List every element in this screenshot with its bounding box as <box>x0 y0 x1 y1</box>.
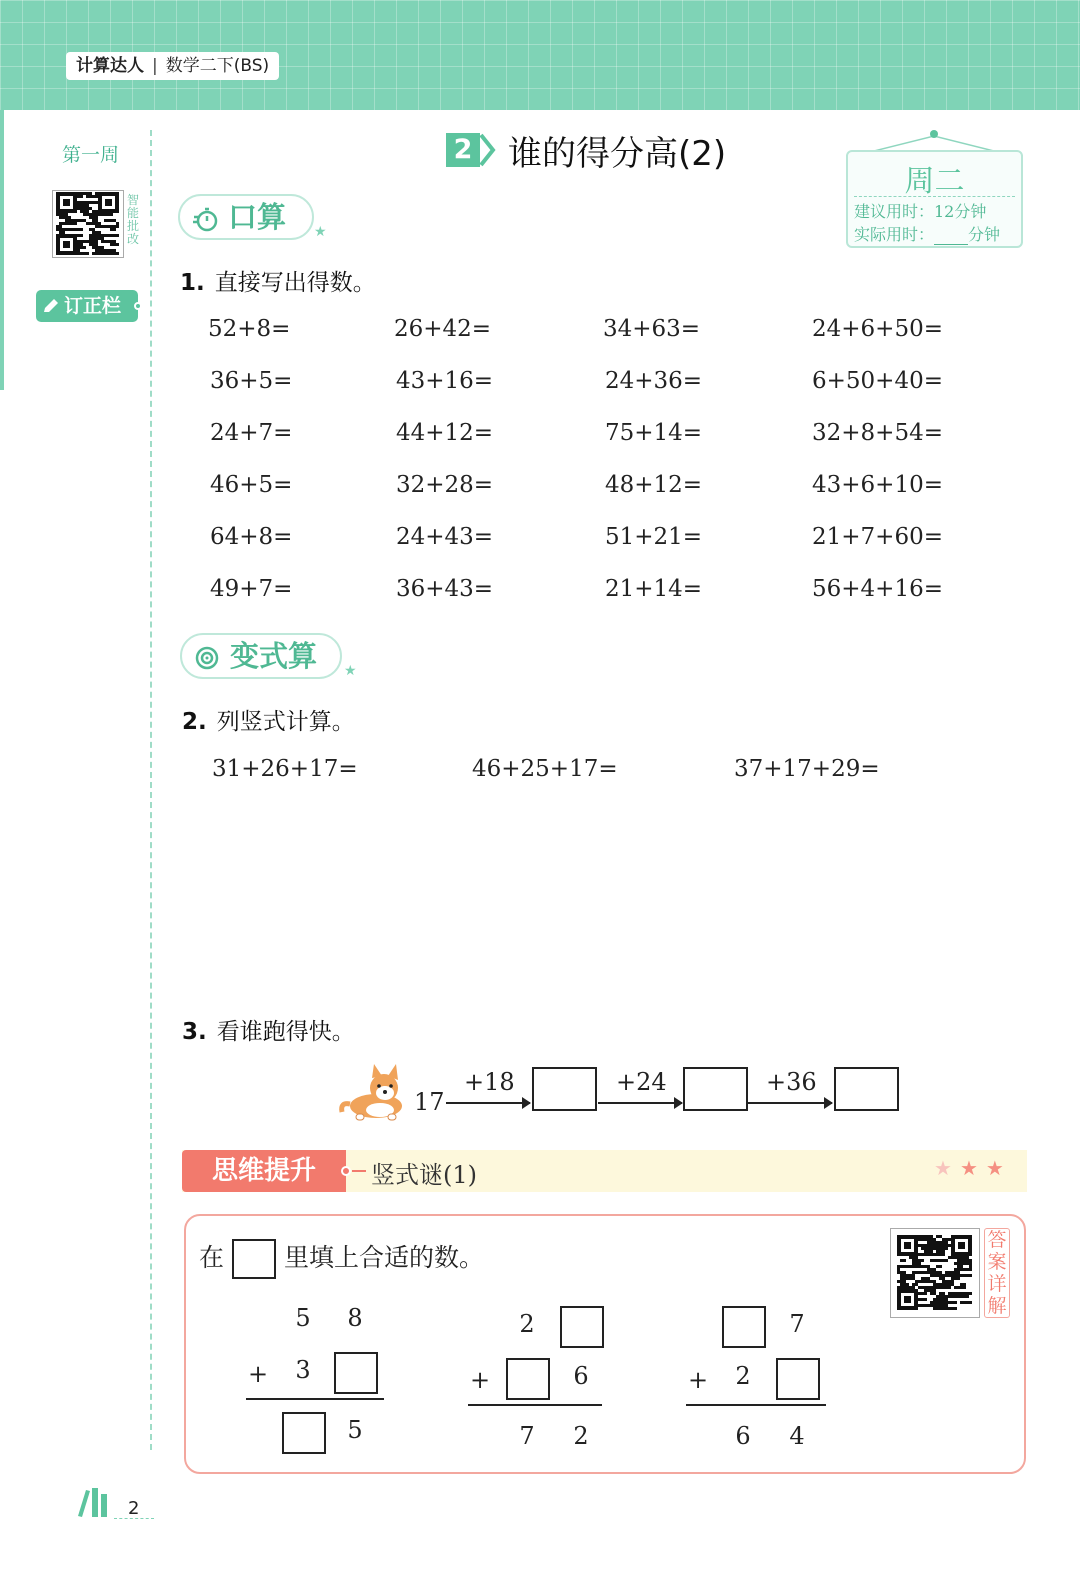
qr-module <box>969 1274 972 1277</box>
chain-start-value: 17 <box>414 1088 445 1116</box>
qr-module <box>83 246 86 249</box>
series-name: 计算达人 <box>76 56 144 76</box>
chain-arrow <box>446 1102 530 1104</box>
qr-finder <box>951 1235 972 1256</box>
q3-heading <box>182 1013 355 1046</box>
thinking-tag: 思维提升 <box>182 1150 346 1192</box>
qr-module <box>924 1298 927 1301</box>
qr-finder <box>56 192 77 213</box>
sample-box <box>232 1239 276 1279</box>
qr-module <box>74 222 77 225</box>
qr-module <box>110 213 113 216</box>
plus-sign: + <box>247 1360 269 1388</box>
sum-line <box>468 1404 602 1406</box>
qr-label-char: 详 <box>987 1273 1007 1295</box>
qr-module <box>954 1307 957 1310</box>
qr-module <box>957 1277 960 1280</box>
qr-module <box>116 234 119 237</box>
sum-line <box>686 1404 826 1406</box>
qr-module <box>903 1259 906 1262</box>
qr-finder <box>897 1289 918 1310</box>
q2-problem: 46+25+17= <box>472 756 618 782</box>
series-label <box>66 52 279 80</box>
actual-time-blank[interactable] <box>934 231 968 245</box>
qr-module <box>113 228 116 231</box>
target-icon <box>194 645 220 671</box>
digit: 6 <box>573 1362 589 1390</box>
qr-module <box>969 1301 972 1304</box>
qr-label-char: 批 <box>126 219 139 233</box>
digit-box[interactable] <box>722 1306 766 1348</box>
q1-problem: 56+4+16= <box>812 576 943 602</box>
qr-module <box>945 1247 948 1250</box>
q1-problem: 36+43= <box>396 576 494 602</box>
q1-problem: 48+12= <box>605 472 703 498</box>
section-oral <box>178 194 314 240</box>
chain-arrow <box>598 1102 682 1104</box>
q1-problem: 46+5= <box>210 472 293 498</box>
q2-problem: 31+26+17= <box>212 756 358 782</box>
card-pin <box>930 130 938 138</box>
q1-problem: 32+8+54= <box>812 420 943 446</box>
qr-module <box>954 1301 957 1304</box>
q2-problem: 37+17+29= <box>734 756 880 782</box>
q1-problem: 75+14= <box>605 420 703 446</box>
actual-time-prefix: 实际用时： <box>854 225 935 244</box>
q1-problem: 6+50+40= <box>812 368 943 394</box>
star-icon: ★ <box>314 224 327 240</box>
section-variant <box>180 633 342 679</box>
suggested-time: 建议用时：12分钟 <box>854 202 987 221</box>
section-oral-label: 口算 <box>228 200 287 234</box>
qr-module <box>963 1286 966 1289</box>
qr-side-label <box>126 194 140 246</box>
q1-problem: 24+36= <box>605 368 703 394</box>
q1-problem: 34+63= <box>603 316 701 342</box>
left-rail <box>0 110 4 390</box>
qr-label-char: 案 <box>987 1251 1007 1273</box>
lesson-title: 谁的得分高(2) <box>508 134 727 174</box>
section-variant-label: 变式算 <box>230 639 318 673</box>
digit: 8 <box>347 1304 363 1332</box>
q1-problem: 21+14= <box>605 576 703 602</box>
answer-box[interactable] <box>532 1067 597 1111</box>
digit: 5 <box>347 1416 363 1444</box>
q1-problem: 43+16= <box>396 368 494 394</box>
digit: 2 <box>519 1310 535 1338</box>
star-icon: ★ <box>959 1156 986 1180</box>
digit-box[interactable] <box>506 1358 550 1400</box>
thinking-connector <box>352 1170 366 1172</box>
qr-module <box>966 1295 969 1298</box>
qr-finder <box>897 1235 918 1256</box>
page-number: 2 <box>128 1498 140 1519</box>
answer-box[interactable] <box>683 1067 748 1111</box>
thinking-dot <box>341 1166 351 1176</box>
actual-time-suffix: 分钟 <box>968 225 1001 244</box>
chain-operation: +36 <box>766 1068 817 1096</box>
q1-problem: 24+7= <box>210 420 293 446</box>
qr-module <box>969 1292 972 1295</box>
qr-module <box>924 1292 927 1295</box>
digit-box[interactable] <box>334 1352 378 1394</box>
lesson-number: 2 <box>446 133 480 167</box>
corgi-dog-icon <box>336 1062 408 1122</box>
q1-problem: 49+7= <box>210 576 293 602</box>
q1-heading <box>180 264 376 297</box>
fill-prompt-before: 在 <box>199 1243 225 1272</box>
qr-code-grading[interactable] <box>52 190 124 258</box>
correction-dot <box>134 302 142 310</box>
qr-label-char: 智 <box>126 193 139 207</box>
header-band <box>0 0 1080 110</box>
digit: 4 <box>789 1422 805 1450</box>
digit: 6 <box>735 1422 751 1450</box>
star-icon: ★ <box>344 663 357 679</box>
qr-module <box>80 228 83 231</box>
day-name: 周二 <box>904 164 965 199</box>
fill-prompt-after: 里填上合适的数。 <box>284 1243 485 1272</box>
actual-time <box>854 222 1000 245</box>
q1-problem: 51+21= <box>605 524 703 550</box>
q3-number: 3. <box>182 1019 207 1045</box>
books-icon <box>76 1486 114 1518</box>
chevron-right-icon <box>479 133 497 167</box>
plus-sign: + <box>469 1366 491 1394</box>
fill-prompt <box>199 1238 484 1279</box>
day-card <box>846 150 1023 248</box>
plus-sign: + <box>687 1366 709 1394</box>
q2-heading <box>182 703 355 736</box>
qr-module <box>80 234 83 237</box>
q1-problem: 43+6+10= <box>812 472 943 498</box>
qr-module <box>80 195 83 198</box>
qr-code-answers[interactable] <box>890 1228 980 1318</box>
q1-text: 直接写出得数。 <box>214 270 376 296</box>
q2-text: 列竖式计算。 <box>216 709 355 735</box>
thinking-subtitle: 竖式谜(1) <box>371 1161 477 1189</box>
pencil-icon <box>42 298 60 314</box>
q3-text: 看谁跑得快。 <box>216 1019 355 1045</box>
chain-operation: +24 <box>616 1068 667 1096</box>
qr-module <box>942 1253 945 1256</box>
qr-module <box>921 1259 924 1262</box>
chain-operation: +18 <box>464 1068 515 1096</box>
star-icon: ★ <box>934 1156 960 1180</box>
correction-tag <box>36 290 138 322</box>
week-label: 第一周 <box>62 144 120 166</box>
q2-number: 2. <box>182 709 207 735</box>
q1-problem: 64+8= <box>210 524 293 550</box>
q1-problem: 36+5= <box>210 368 293 394</box>
q1-problem: 21+7+60= <box>812 524 943 550</box>
q1-problem: 32+28= <box>396 472 494 498</box>
qr-module <box>948 1286 951 1289</box>
digit: 7 <box>789 1310 805 1338</box>
qr-module <box>86 252 89 255</box>
digit-box[interactable] <box>560 1306 604 1348</box>
margin-divider <box>150 130 152 1450</box>
page-number-line <box>114 1518 154 1519</box>
digit: 2 <box>573 1422 589 1450</box>
qr-finder <box>98 192 119 213</box>
stopwatch-icon <box>192 206 218 232</box>
qr-answers-label <box>984 1228 1010 1318</box>
answer-box[interactable] <box>834 1067 899 1111</box>
q1-problem: 52+8= <box>208 316 291 342</box>
chain-arrow <box>748 1102 832 1104</box>
qr-module <box>969 1268 972 1271</box>
digit: 3 <box>295 1356 311 1384</box>
qr-label-char: 改 <box>126 232 139 246</box>
q1-number: 1. <box>180 270 205 296</box>
qr-label-char: 解 <box>987 1295 1007 1317</box>
subject-name: 数学二下(BS) <box>165 56 270 76</box>
qr-module <box>945 1259 948 1262</box>
series-separator: | <box>152 56 158 76</box>
qr-module <box>116 252 119 255</box>
digit: 7 <box>519 1422 535 1450</box>
digit: 2 <box>735 1362 751 1390</box>
qr-module <box>116 243 119 246</box>
day-card-divider <box>854 196 1015 197</box>
digit: 5 <box>295 1304 311 1332</box>
qr-label-char: 能 <box>126 206 139 220</box>
q1-problem: 26+42= <box>394 316 492 342</box>
qr-finder <box>56 234 77 255</box>
q1-problem: 44+12= <box>396 420 494 446</box>
digit-box[interactable] <box>776 1358 820 1400</box>
q1-problem: 24+6+50= <box>812 316 943 342</box>
q1-problem: 24+43= <box>396 524 494 550</box>
sum-line <box>246 1398 384 1400</box>
qr-module <box>939 1265 942 1268</box>
digit-box[interactable] <box>282 1412 326 1454</box>
qr-label-char: 答 <box>987 1229 1007 1251</box>
qr-module <box>116 225 119 228</box>
correction-label: 订正栏 <box>64 295 122 317</box>
difficulty-stars <box>934 1156 1012 1180</box>
star-icon: ★ <box>985 1156 1012 1180</box>
